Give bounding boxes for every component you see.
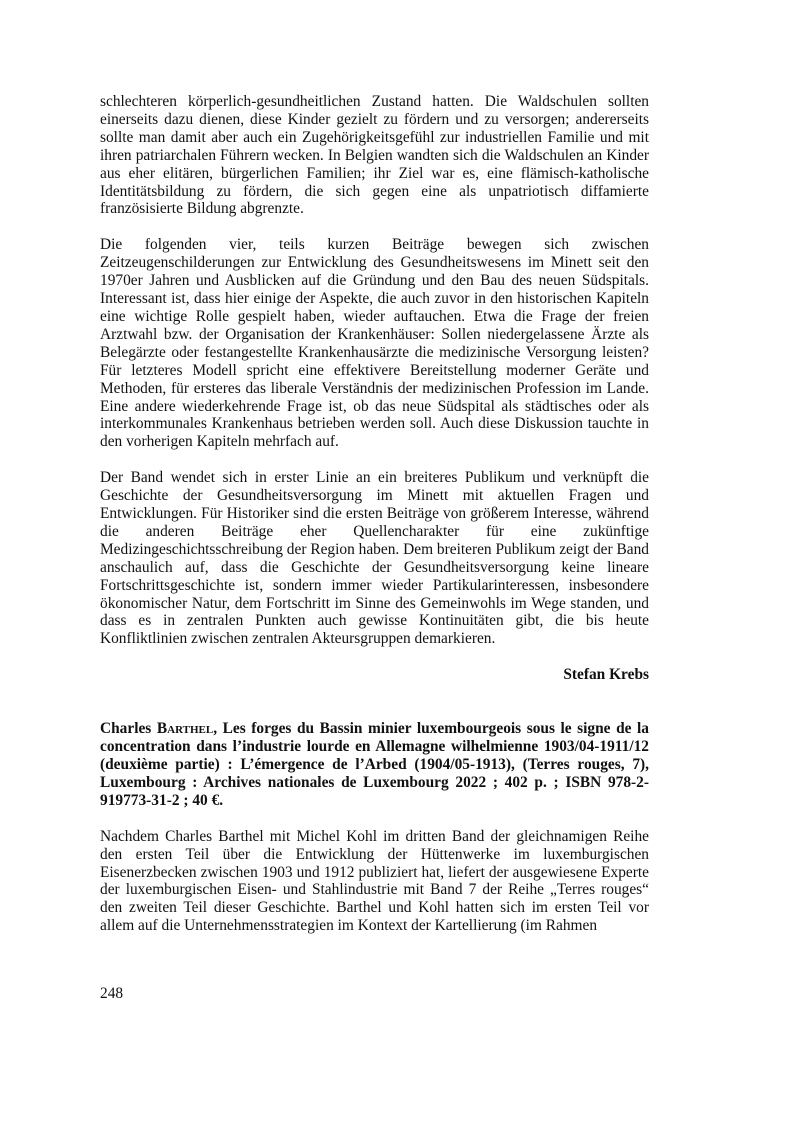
body-paragraph-3: Der Band wendet sich in erster Linie an ein breiteres Publikum und verknüpft die Geschichte der Gesundheitsversorgung im Minett mit aktuellen Fragen und Entwicklungen. Für Historiker sind die ersten Beiträge von größerem Interesse, während die anderen Beiträge eher Quellencharakter für eine zukünftige Medizingeschichtsschreibung der Region haben. Dem breiteren Publikum zeigt der Band anschaulich auf, dass die Geschichte der Gesundheitsversorgung keine lineare Fortschrittsgeschichte ist, sondern immer wieder Partikularinteressen, insbesondere ökonomischer Natur, dem Fortschritt im Sinne des Gemeinwohls im Wege standen, und dass es in zentralen Punkten auch gewisse Kontinuitäten gibt, die bis heute Konfliktlinien zwischen zentralen Akteursgruppen demarkieren.: [100, 469, 649, 648]
review-author-first: Charles: [100, 720, 157, 738]
page-body: [100, 93, 649, 935]
page-number: 248: [100, 985, 124, 1002]
section-spacer: [100, 684, 649, 720]
paragraph-spacer: [100, 810, 649, 828]
paragraph-spacer: [100, 451, 649, 469]
body-paragraph-2: Die folgenden vier, teils kurzen Beiträge bewegen sich zwischen Zeitzeugenschilderungen zur Entwicklung des Gesundheitswesens im Minett seit den 1970er Jahren und Ausblicken auf die Gründung und den Bau des neuen Südspitals. Interessant ist, dass hier einige der Aspekte, die auch zuvor in den historischen Kapiteln eine wichtige Rolle gespielt haben, wieder auftauchen. Etwa die Frage der freien Arztwahl bzw. der Organisation der Krankenhäuser: Sollen niedergelassene Ärzte als Belegärzte oder festangestellte Krankenhausärzte die medizinische Versorgung leisten? Für letzteres Modell spricht eine effektivere Bereitstellung moderner Geräte und Methoden, für ersteres das liberale Verständnis der medizinischen Profession im Lande. Eine andere wiederkehrende Frage ist, ob das neue Südspital als städtisches oder als interkommunales Krankenhaus betrieben werden soll. Auch diese Diskussion tauchte in den vorherigen Kapiteln mehrfach auf.: [100, 236, 649, 451]
review-author-last: Barthel: [156, 720, 214, 738]
reviewer-signature: Stefan Krebs: [563, 666, 649, 684]
paragraph-spacer: [100, 218, 649, 236]
body-paragraph-1: schlechteren körperlich-gesundheitlichen Zustand hatten. Die Waldschulen sollten einerseits dazu dienen, diese Kinder gezielt zu fördern und zu versorgen; andererseits sollte man damit aber auch ein Zugehörigkeitsgefühl zur industriellen Familie und mit ihren patriarchalen Führern wecken. In Belgien wandten sich die Waldschulen an Kinder aus eher elitären, bürgerlichen Familien; ihr Ziel war es, eine flämisch-katholische Identitätsbildung zu fördern, die sich gegen eine als unpatriotisch diffamierte französisierte Bildung abgrenzte.: [100, 93, 649, 218]
review-heading: [100, 720, 649, 810]
review-title: , Les forges du Bassin minier luxembourgeois sous le signe de la concentration dans l’industrie lourde en Allemagne wilhelmienne 1903/04-1911/12 (deuxième partie) : L’émergence de l’Arbed (1904/05-1913), (Terres rouges, 7), Luxembourg : Archives nationales de Luxembourg 2022 ; 402 p. ; ISBN 978-2-919773-31-2 ; 40 €.: [100, 720, 649, 809]
paragraph-spacer: [100, 648, 649, 666]
body-paragraph-4: Nachdem Charles Barthel mit Michel Kohl im dritten Band der gleichnamigen Reihe den ersten Teil über die Entwicklung der Hüttenwerke im luxemburgischen Eisenerzbecken zwischen 1903 und 1912 publiziert hat, liefert der ausgewiesene Experte der luxemburgischen Eisen- und Stahlindustrie mit Band 7 der Reihe „Terres rouges“ den zweiten Teil dieser Geschichte. Barthel und Kohl hatten sich im ersten Teil vor allem auf die Unternehmensstrategien im Kontext der Kartellierung (im Rahmen: [100, 827, 649, 935]
